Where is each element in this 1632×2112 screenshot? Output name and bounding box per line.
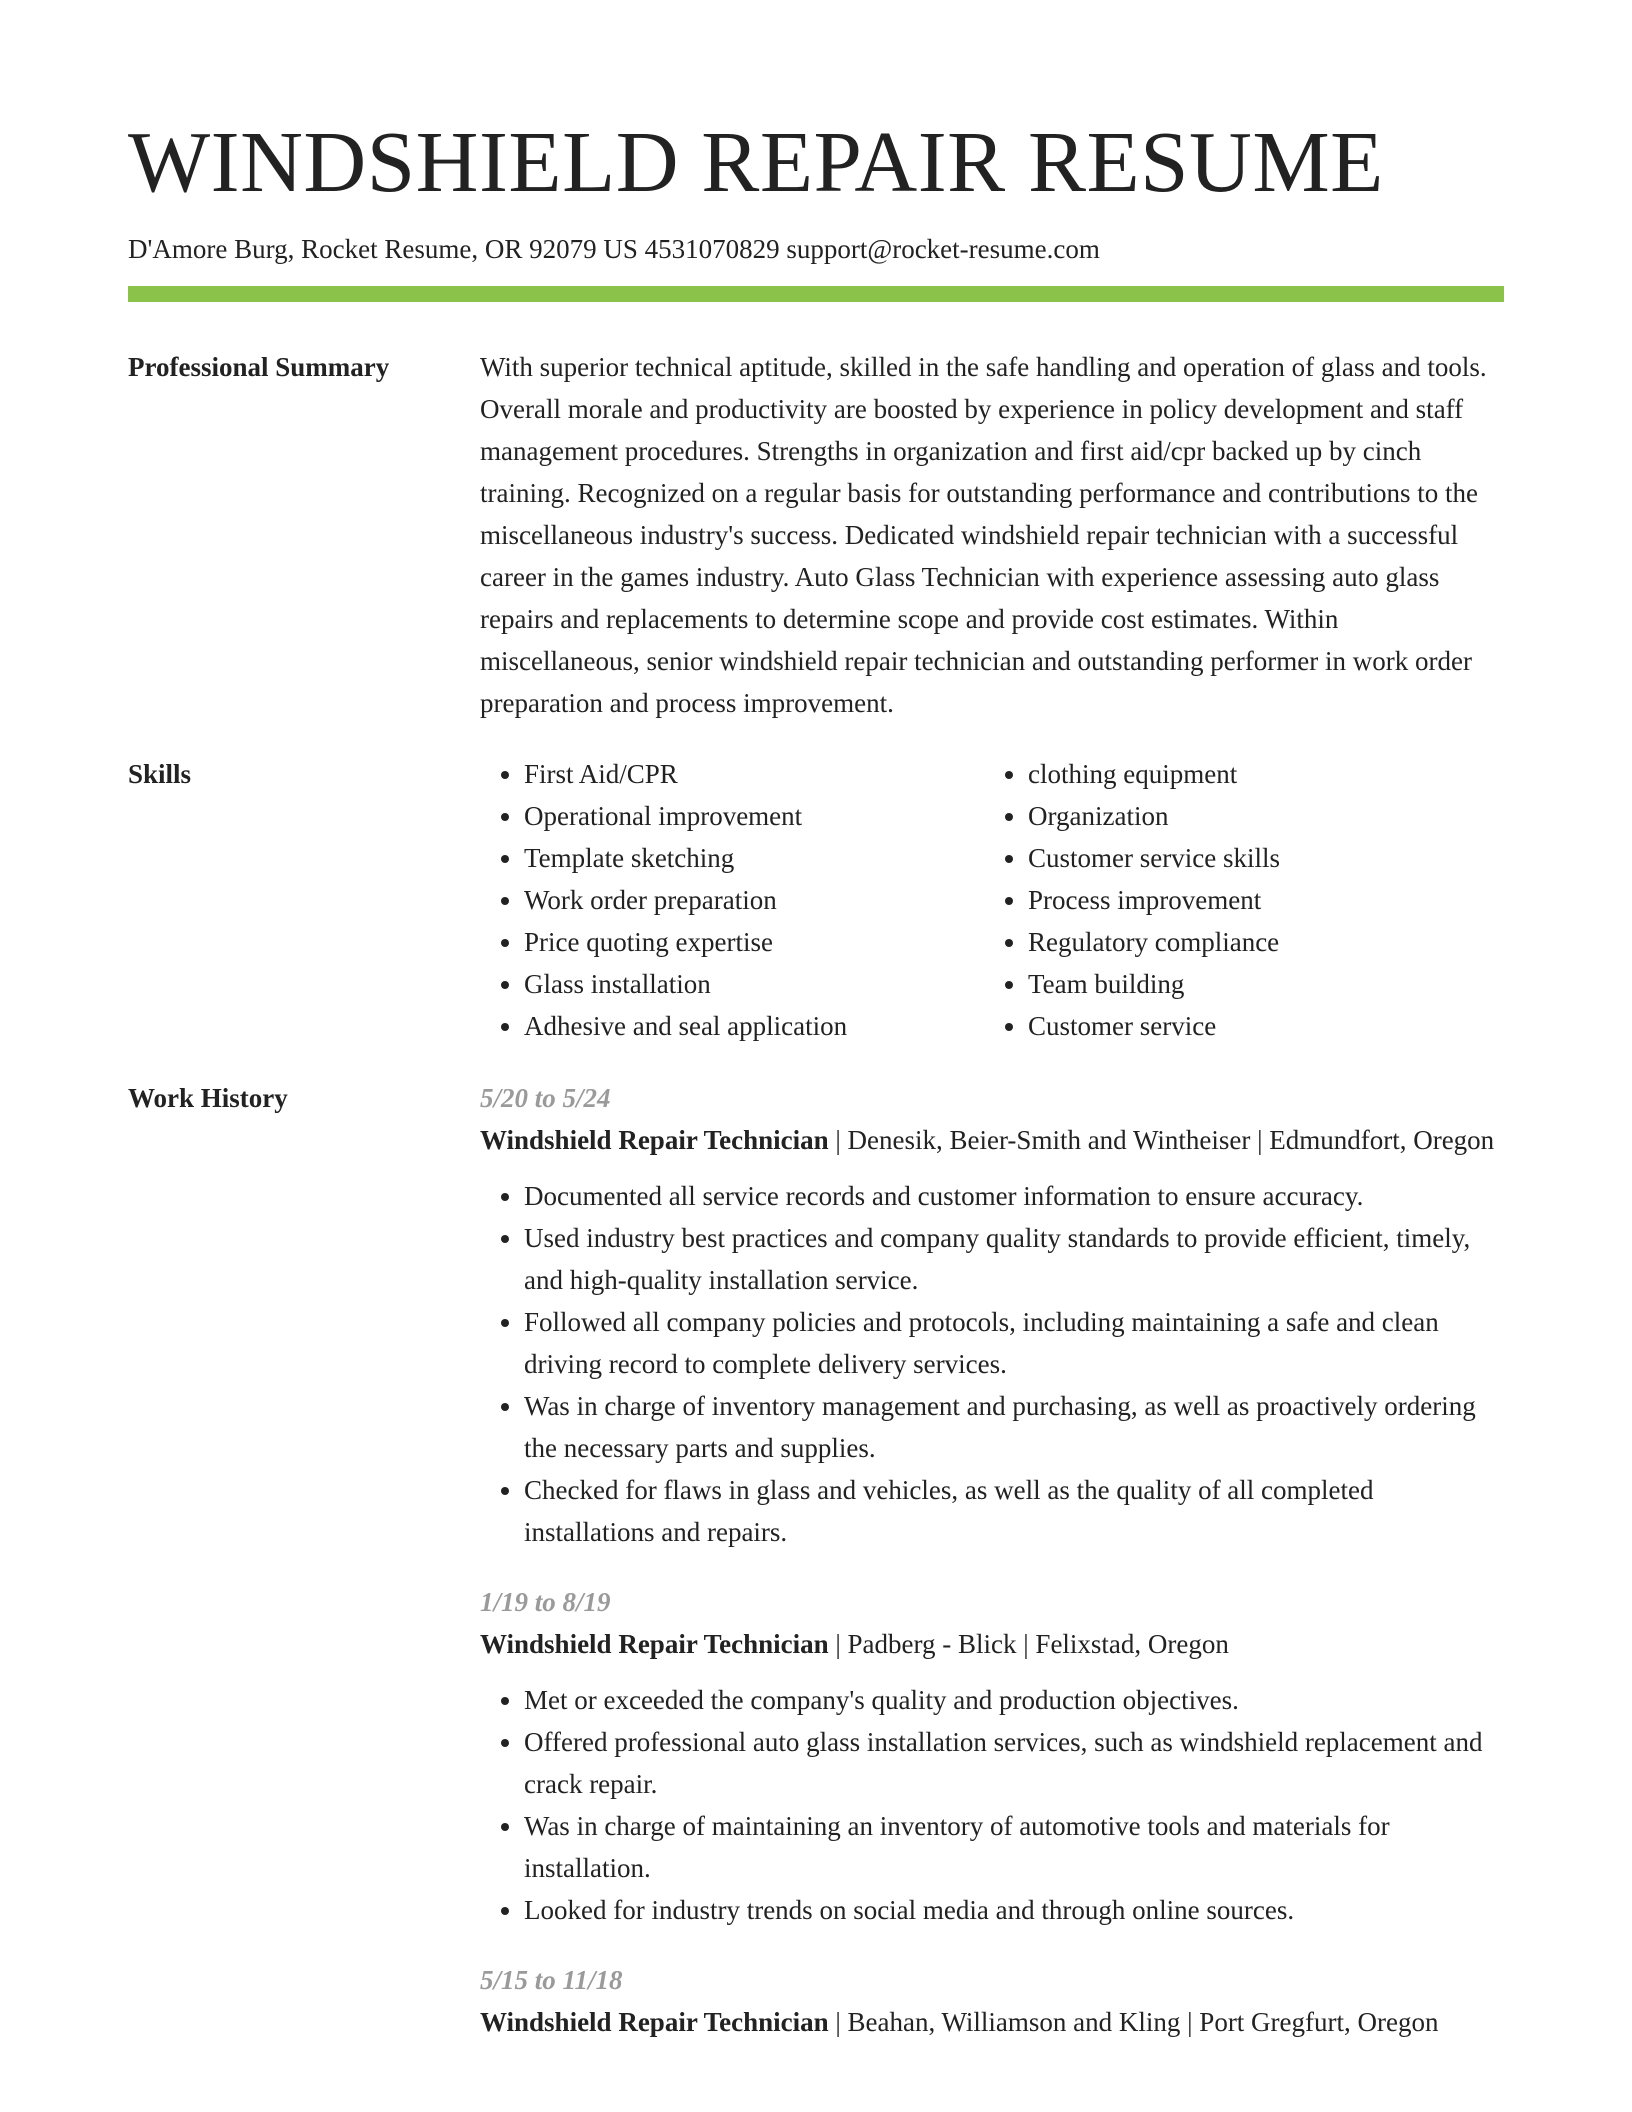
duty-item: • Checked for flaws in glass and vehicles, as well as the quality of all completed installations and repairs.	[524, 1469, 1504, 1553]
skill-item: • Template sketching	[524, 837, 984, 879]
resume-title: WINDSHIELD REPAIR RESUME	[128, 113, 1384, 210]
job-duties	[480, 1679, 1504, 1931]
job-line: Windshield Repair Technician | Padberg - Blick | Felixstad, Oregon	[480, 1629, 1229, 1659]
skill-item: • Customer service	[1028, 1005, 1280, 1047]
job-company: Beahan, Williamson and Kling	[847, 2007, 1181, 2037]
job-company: Denesik, Beier-Smith and Wintheiser	[847, 1125, 1251, 1155]
skills-heading: Skills	[128, 759, 192, 789]
job-location: Edmundfort, Oregon	[1269, 1125, 1495, 1155]
job-company: Padberg - Blick	[847, 1629, 1017, 1659]
skill-item: • Glass installation	[524, 963, 984, 1005]
duty-item: • Was in charge of maintaining an inventory of automotive tools and materials for installation.	[524, 1805, 1504, 1889]
job-title: Windshield Repair Technician	[480, 1125, 829, 1155]
skill-item: • Process improvement	[1028, 879, 1280, 921]
job-date: 5/15 to 11/18	[480, 1965, 623, 1995]
skill-item: • Regulatory compliance	[1028, 921, 1280, 963]
duty-item: • Was in charge of inventory management and purchasing, as well as proactively ordering the necessary parts and supplies.	[524, 1385, 1504, 1469]
skills-list-right	[984, 753, 1280, 1047]
duty-item: • Followed all company policies and protocols, including maintaining a safe and clean driving record to complete delivery services.	[524, 1301, 1504, 1385]
skill-item: • First Aid/CPR	[524, 753, 984, 795]
job-date: 1/19 to 8/19	[480, 1587, 611, 1617]
summary-text: With superior technical aptitude, skilled in the safe handling and operation of glass and tools. Overall morale and productivity are boosted by experience in policy development and staff management procedures. Strengths in organization and first aid/cpr backed up by cinch training. Recognized on a regular basis for outstanding performance and contributions to the miscellaneous industry's success. Dedicated windshield repair technician with a successful career in the games industry. Auto Glass Technician with experience assessing auto glass repairs and replacements to determine scope and provide cost estimates. Within miscellaneous, senior windshield repair technician and outstanding performer in work order preparation and process improvement.	[480, 352, 1487, 718]
job-date: 5/20 to 5/24	[480, 1083, 611, 1113]
duty-item: • Looked for industry trends on social media and through online sources.	[524, 1889, 1504, 1931]
duty-item: • Met or exceeded the company's quality and production objectives.	[524, 1679, 1504, 1721]
job-entry	[480, 1959, 1504, 2043]
skill-item: • Customer service skills	[1028, 837, 1280, 879]
duty-item: • Documented all service records and customer information to ensure accuracy.	[524, 1175, 1504, 1217]
job-duties	[480, 1175, 1504, 1553]
skill-item: • Price quoting expertise	[524, 921, 984, 963]
job-entry	[480, 1077, 1504, 1553]
job-location: Felixstad, Oregon	[1035, 1629, 1229, 1659]
summary-body	[480, 346, 1504, 724]
job-entry	[480, 1581, 1504, 1931]
work-history-heading: Work History	[128, 1083, 288, 1113]
duty-item: • Used industry best practices and company quality standards to provide efficient, timely, and high-quality installation service.	[524, 1217, 1504, 1301]
skill-item: • Operational improvement	[524, 795, 984, 837]
summary-heading: Professional Summary	[128, 352, 390, 382]
skill-item: • Organization	[1028, 795, 1280, 837]
accent-divider	[128, 286, 1504, 302]
skills-body	[480, 753, 1504, 1047]
work-history-body	[480, 1077, 1504, 2071]
skill-item: • clothing equipment	[1028, 753, 1280, 795]
job-line: Windshield Repair Technician | Denesik, Beier-Smith and Wintheiser | Edmundfort, Oregon	[480, 1125, 1495, 1155]
contact-line: D'Amore Burg, Rocket Resume, OR 92079 US 4531070829 support@rocket-resume.com	[128, 234, 1100, 264]
skill-item: • Adhesive and seal application	[524, 1005, 984, 1047]
job-title: Windshield Repair Technician	[480, 1629, 829, 1659]
skill-item: • Team building	[1028, 963, 1280, 1005]
job-line: Windshield Repair Technician | Beahan, Williamson and Kling | Port Gregfurt, Oregon	[480, 2007, 1439, 2037]
duty-item: • Offered professional auto glass installation services, such as windshield replacement and crack repair.	[524, 1721, 1504, 1805]
skill-item: • Work order preparation	[524, 879, 984, 921]
skills-list-left	[480, 753, 984, 1047]
job-title: Windshield Repair Technician	[480, 2007, 829, 2037]
job-location: Port Gregfurt, Oregon	[1199, 2007, 1439, 2037]
